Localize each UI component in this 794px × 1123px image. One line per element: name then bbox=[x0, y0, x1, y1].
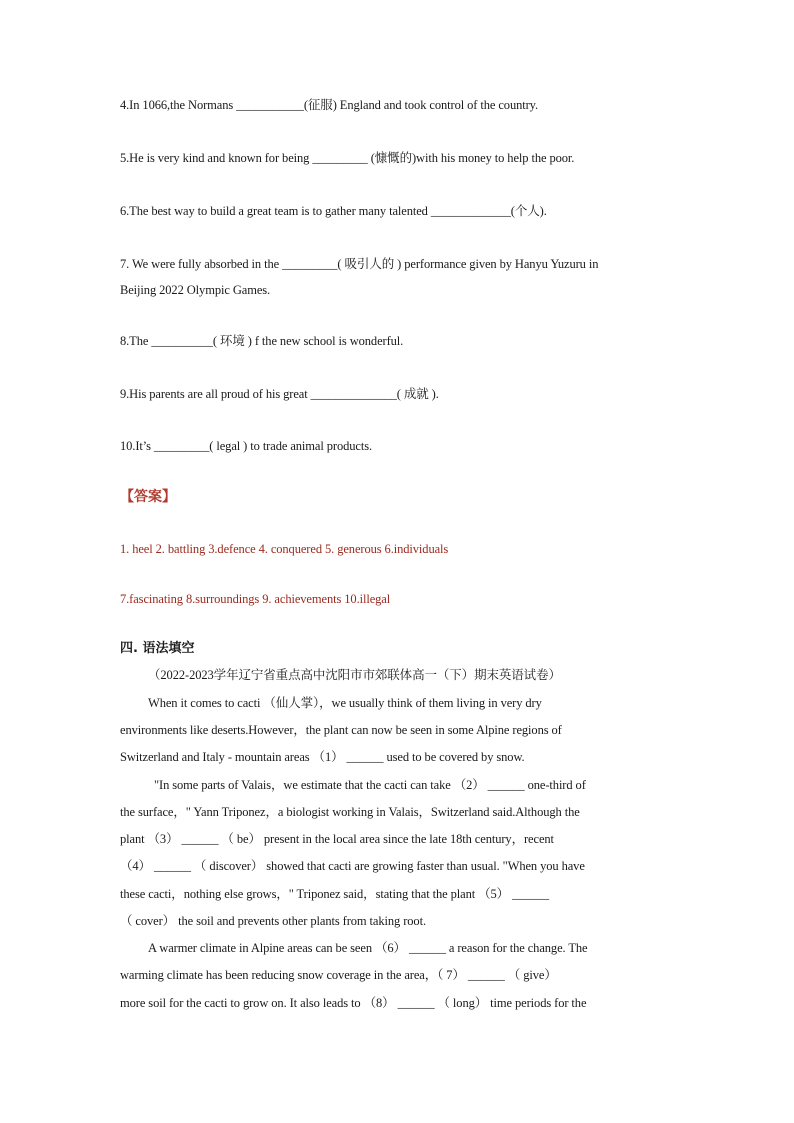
passage-line: environments like deserts.However，the plant can now be seen in some Alpine regions of bbox=[120, 723, 562, 737]
passage-line: A warmer climate in Alpine areas can be seen （6） ______ a reason for the change. The bbox=[148, 941, 588, 955]
source-note: （2022-2023学年辽宁省重点高中沈阳市市郊联体高一（下）期末英语试卷） bbox=[148, 668, 561, 682]
passage-line: "In some parts of Valais，we estimate that the cacti can take （2） ______ one-third of bbox=[154, 778, 586, 792]
passage-line: plant （3） ______ （ be） present in the local area since the late 18th century，recent bbox=[120, 832, 554, 846]
passage-line: warming climate has been reducing snow coverage in the area，（ 7） ______ （ give） bbox=[120, 968, 557, 982]
question-7-line-2: Beijing 2022 Olympic Games. bbox=[120, 283, 271, 297]
answer-line-1: 1. heel 2. battling 3.defence 4. conquered 5. generous 6.individuals bbox=[120, 542, 449, 556]
question-6: 6.The best way to build a great team is to gather many talented _____________(个人). bbox=[120, 204, 547, 218]
question-9: 9.His parents are all proud of his great ______________( 成就 ). bbox=[120, 387, 439, 401]
section-title: 四. 语法填空 bbox=[120, 641, 195, 656]
answer-line-2: 7.fascinating 8.surroundings 9. achievements 10.illegal bbox=[120, 592, 391, 606]
question-8: 8.The __________( 环境 ) f the new school is wonderful. bbox=[120, 334, 404, 348]
passage-line: Switzerland and Italy - mountain areas （1） ______ used to be covered by snow. bbox=[120, 750, 525, 764]
passage-line: （ cover） the soil and prevents other plants from taking root. bbox=[120, 914, 426, 928]
question-7-line-1: 7. We were fully absorbed in the _________( 吸引人的 ) performance given by Hanyu Yuzuru in bbox=[120, 257, 599, 271]
passage-line: more soil for the cacti to grow on. It also leads to （8） ______ （ long） time periods for the bbox=[120, 996, 587, 1010]
question-5: 5.He is very kind and known for being _________ (慷慨的)with his money to help the poor. bbox=[120, 151, 575, 165]
passage-line: When it comes to cacti （仙人掌），we usually think of them living in very dry bbox=[148, 696, 542, 710]
question-10: 10.It’s _________( legal ) to trade animal products. bbox=[120, 439, 373, 453]
answer-heading: 【答案】 bbox=[120, 489, 176, 505]
passage-line: （4） ______ （ discover） showed that cacti are growing faster than usual. "When you have bbox=[120, 859, 585, 873]
question-4: 4.In 1066,the Normans ___________(征服) England and took control of the country. bbox=[120, 98, 539, 112]
passage-line: the surface，" Yann Triponez，a biologist working in Valais，Switzerland said.Although the bbox=[120, 805, 580, 819]
passage-line: these cacti，nothing else grows，" Triponez said，stating that the plant （5） ______ bbox=[120, 887, 549, 901]
